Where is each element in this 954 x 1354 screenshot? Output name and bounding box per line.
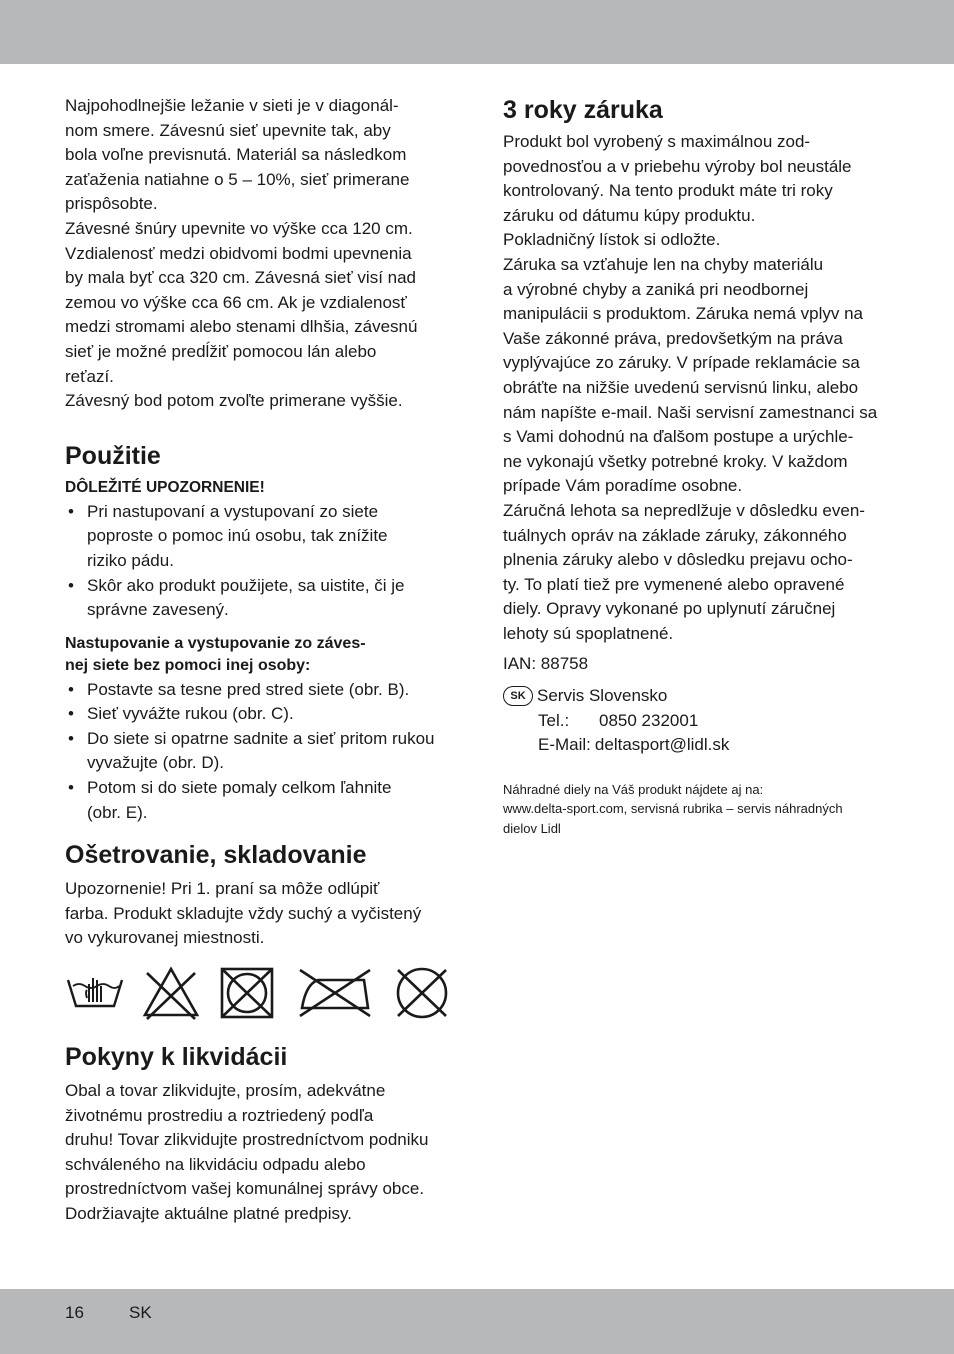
email-row <box>503 733 893 758</box>
spare-parts-note: Náhradné diely na Váš produkt nájdete aj na: www.delta-sport.com, servisná rubrika – servis náhradných dielov Lidl <box>503 781 843 836</box>
list-item: • Potom si do siete pomaly celkom ľahnite (obr. E). <box>65 776 457 825</box>
email-value: deltasport@lidl.sk <box>594 735 730 755</box>
no-dry-clean-icon <box>392 966 452 1020</box>
ian-number: IAN: 88758 <box>503 654 589 674</box>
warranty-heading: 3 roky záruka <box>503 96 663 124</box>
warning-list <box>65 500 457 623</box>
boarding-heading: Nastupovanie a vystupovanie zo záves- nej siete bez pomoci inej osoby: <box>65 634 366 675</box>
list-item: • Skôr ako produkt použijete, sa uistite, či je správne zavesený. <box>65 574 457 623</box>
service-name: Servis Slovensko <box>537 686 668 706</box>
no-tumble-dry-icon <box>218 966 276 1020</box>
list-item: • Pri nastupovaní a vystupovaní zo siete poproste o pomoc inú osobu, tak znížite riziko pádu. <box>65 500 457 574</box>
list-item: • Sieť vyvážte rukou (obr. C). <box>65 702 457 727</box>
list-item: • Do siete si opatrne sadnite a sieť pritom rukou vyvažujte (obr. D). <box>65 727 457 776</box>
phone-value: 0850 232001 <box>599 710 699 730</box>
no-bleach-icon <box>141 965 201 1021</box>
service-contact <box>503 684 893 758</box>
language-code: SK <box>129 1303 152 1322</box>
email-label: E-Mail: <box>538 735 591 755</box>
warranty-text: Produkt bol vyrobený s maximálnou zod- povednosťou a v priebehu výroby bol neustále kontrolovaný. Na tento produkt máte tri roky záruku od dátumu kúpy produktu. Pokladničný lístok si odložte. Záruka sa vzťahuje len na chyby materiálu a výrobné chyby a zaniká pri neodbornej manipulácii s produktom. Záruka nemá vplyv na Vaše zákonné práva, predovšetkým na práva vyplývajúce zo záruky. V prípade reklamácie sa obráťte na nižšie uvedenú servisnú linku, alebo nám napíšte e-mail. Naši servisní zamestnanci sa s Vami dohodnú na ďalšom postupe a urýchle- ne vykonajú všetky potrebné kroky. V každom prípade Vám poradíme osobne. Záručná lehota sa nepredlžuje v dôsledku even- tuálnych opráv na základe záruky, zákonného plnenia záruky alebo v dôsledku prejavu ocho- ty. To platí tiež pre vymenené alebo opravené diely. Opravy vykonané po uplynutí záručnej lehoty sú spoplatnené. <box>503 132 878 643</box>
disposal-heading: Pokyny k likvidácii <box>65 1043 288 1072</box>
right-column <box>503 94 893 838</box>
care-symbols <box>65 963 457 1023</box>
page-number: 16 <box>65 1303 84 1322</box>
no-ironing-icon <box>296 966 374 1020</box>
usage-heading: Použitie <box>65 441 161 470</box>
disposal-text: Obal a tovar zlikvidujte, prosím, adekvátne životnému prostrediu a roztriedený podľa druhu! Tovar zlikvidujte prostredníctvom podniku schváleného na likvidáciu odpadu alebo prostredníctvom vašej komunálnej správy obce. Dodržiavajte aktuálne platné predpisy. <box>65 1081 429 1223</box>
care-text: Upozornenie! Pri 1. praní sa môže odlúpiť farba. Produkt skladujte vždy suchý a vyčistený vo vykurovanej miestnosti. <box>65 879 422 948</box>
warning-heading: DÔLEŽITÉ UPOZORNENIE! <box>65 478 265 496</box>
boarding-list <box>65 678 457 826</box>
hand-wash-icon <box>65 968 125 1018</box>
header-bar <box>0 0 954 64</box>
country-badge: SK <box>503 686 533 706</box>
phone-row <box>503 709 893 734</box>
care-heading: Ošetrovanie, skladovanie <box>65 841 367 870</box>
list-item: • Postavte sa tesne pred stred siete (obr. B). <box>65 678 457 703</box>
intro-text: Najpohodlnejšie ležanie v sieti je v diagonál- nom smere. Závesnú sieť upevnite tak, aby bola voľne previsnutá. Materiál sa následkom zaťaženia natiahne o 5 – 10%, sieť primerane prispôsobte. Závesné šnúry upevnite vo výške cca 120 cm. Vzdialenosť medzi obidvomi bodmi upevnenia by mala byť cca 320 cm. Závesná sieť visí nad zemou vo výške cca 66 cm. Ak je vzdialenosť medzi stromami alebo stenami dlhšia, závesnú sieť je možné predĺžiť pomocou lán alebo reťazí. Závesný bod potom zvoľte primerane vyššie. <box>65 96 418 411</box>
phone-label: Tel.: <box>538 710 570 730</box>
left-column <box>65 94 457 1227</box>
